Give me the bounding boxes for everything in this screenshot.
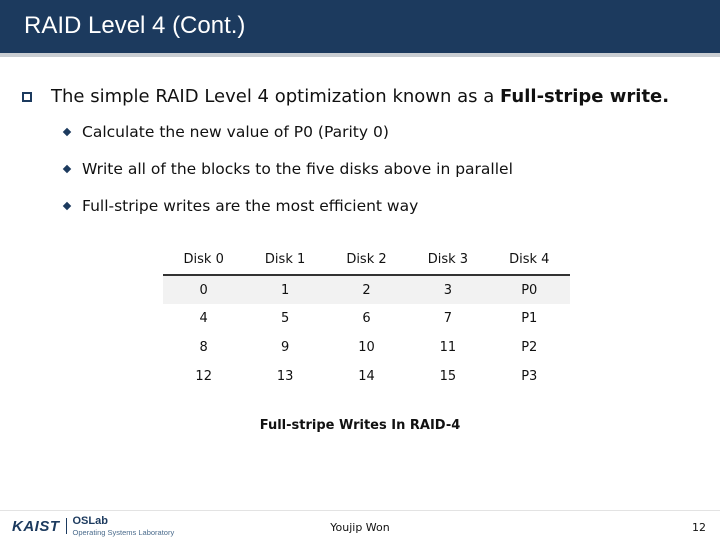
table-cell: P3	[521, 369, 538, 384]
table-row	[163, 362, 570, 391]
column-header: Disk 1	[244, 245, 325, 275]
sub-bullet-text: Write all of the blocks to the five disks above in parallel	[82, 160, 513, 178]
table-cell: P0	[489, 275, 570, 304]
diamond-bullet-icon	[63, 202, 71, 210]
table-cell: 8	[199, 340, 208, 355]
diamond-bullet-icon	[63, 165, 71, 173]
sub-bullet	[64, 197, 418, 215]
table-cell: 3	[407, 275, 488, 304]
table-row	[163, 275, 570, 304]
oslab-logo-subtitle: Operating Systems Laboratory	[72, 528, 175, 537]
table-cell: 7	[443, 311, 452, 326]
table-cell: P1	[521, 311, 538, 326]
title-divider	[0, 53, 720, 57]
table-cell: 5	[280, 311, 290, 326]
raid-stripe-table	[163, 245, 570, 391]
table-cell: 12	[195, 369, 212, 384]
page-number: 12	[692, 521, 706, 534]
table-cell: 2	[326, 275, 407, 304]
table-row	[163, 333, 570, 362]
sub-bullet	[64, 123, 389, 141]
column-header: Disk 2	[326, 245, 407, 275]
diamond-bullet-icon	[63, 128, 71, 136]
main-bullet	[22, 86, 669, 107]
table-cell: 15	[439, 369, 457, 384]
table-cell: P2	[521, 340, 538, 355]
sub-bullet-text: Full-stripe writes are the most efficient way	[82, 197, 419, 215]
footer-divider	[0, 510, 720, 511]
table-cell: 1	[244, 275, 325, 304]
main-bullet-bold: Full-stripe write.	[500, 86, 670, 107]
table-cell: 13	[276, 369, 294, 384]
slide-title: RAID Level 4 (Cont.)	[24, 12, 246, 39]
author-name: Youjip Won	[330, 521, 390, 534]
table-cell: 9	[280, 340, 290, 355]
table-cell: 14	[358, 369, 375, 384]
column-header: Disk 3	[407, 245, 488, 275]
oslab-logo-text: OSLab	[72, 515, 108, 527]
sub-bullet-text: Calculate the new value of P0 (Parity 0)	[82, 123, 389, 141]
table-caption: Full-stripe Writes In RAID-4	[259, 418, 461, 433]
kaist-logo-text: KAIST	[12, 517, 60, 535]
column-header: Disk 4	[489, 245, 570, 275]
sub-bullet	[64, 160, 513, 178]
table-cell: 10	[358, 340, 375, 355]
table-row	[163, 304, 570, 333]
table-cell: 4	[199, 311, 208, 326]
title-bar	[0, 0, 720, 53]
table-cell: 0	[163, 275, 244, 304]
square-bullet-icon	[22, 92, 32, 102]
table-cell: 6	[362, 311, 371, 326]
main-bullet-text: The simple RAID Level 4 optimization known as a	[51, 86, 495, 107]
table-cell: 11	[439, 340, 457, 355]
table-header-row	[163, 245, 570, 275]
column-header: Disk 0	[163, 245, 244, 275]
